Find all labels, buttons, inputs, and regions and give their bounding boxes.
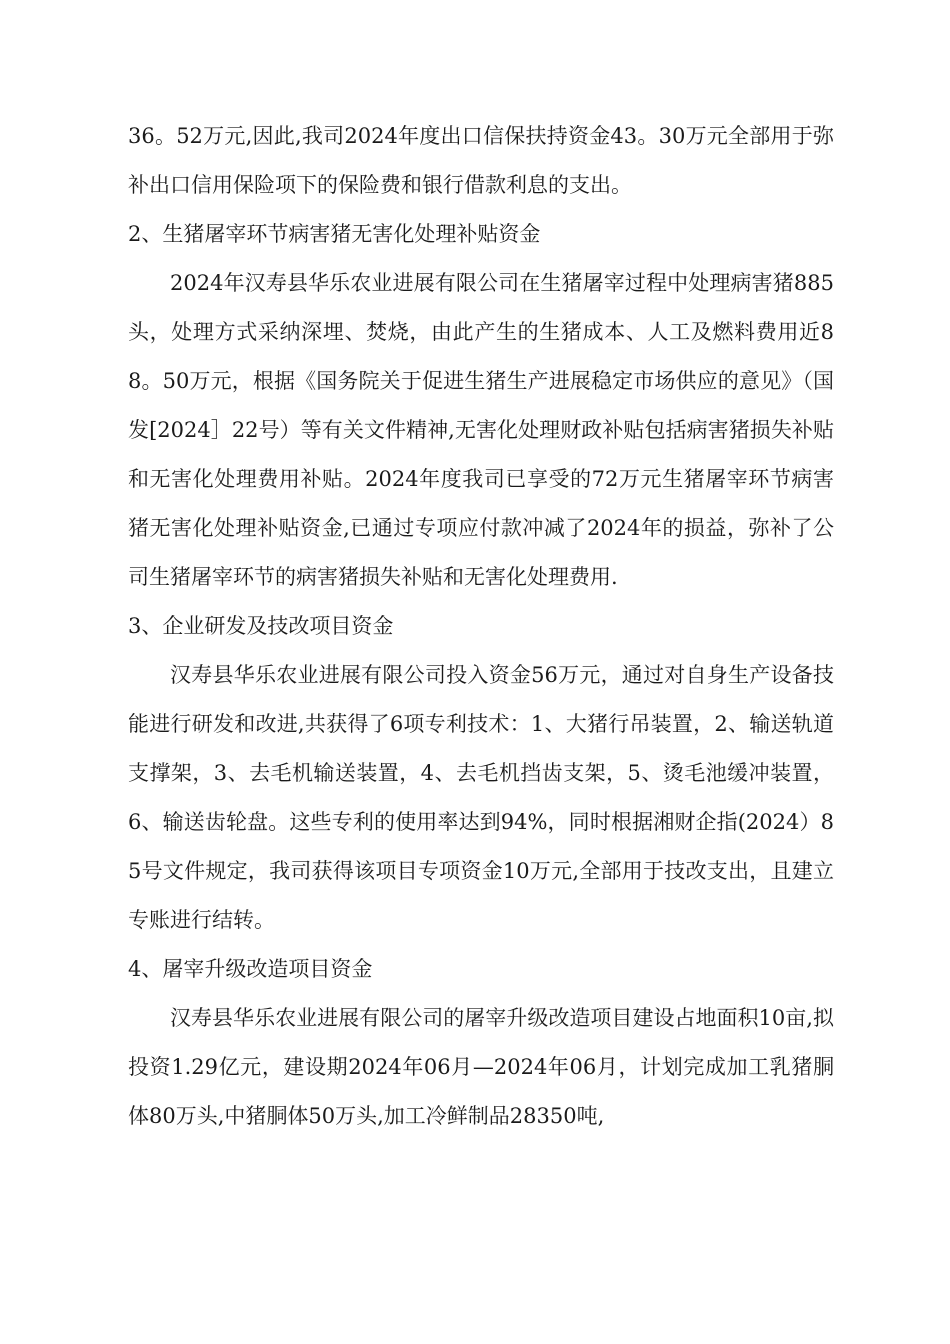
paragraph-disease-pig-subsidy: 2024年汉寿县华乐农业进展有限公司在生猪屠宰过程中处理病害猪885头，处理方式采纳深埋、焚烧，由此产生的生猪成本、人工及燃料费用近88。50万元，根据《国务院关于促进生猪生产进展稳定市场供应的意见》（国发[2024］22号）等有关文件精神,无害化处理财政补贴包括病害猪损失补贴和无害化处理费用补贴。2024年度我司已享受的72万元生猪屠宰环节病害猪无害化处理补贴资金,已通过专项应付款冲减了2024年的损益，弥补了公司生猪屠宰环节的病害猪损失补贴和无害化处理费用. [128, 271, 834, 589]
section-heading-disease-pig-subsidy: 2、生猪屠宰环节病害猪无害化处理补贴资金 [128, 222, 541, 246]
section-heading-slaughter-upgrade: 4、屠宰升级改造项目资金 [128, 957, 373, 981]
paragraph-rd-funds: 汉寿县华乐农业进展有限公司投入资金56万元，通过对自身生产设备技能进行研发和改进,共获得了6项专利技术：1、大猪行吊装置，2、输送轨道支撑架，3、去毛机输送装置，4、去毛机挡齿支架，5、烫毛池缓冲装置，6、输送齿轮盘。这些专利的使用率达到94%，同时根据湘财企指(2024）85号文件规定，我司获得该项目专项资金10万元,全部用于技改支出，且建立专账进行结转。 [128, 663, 834, 932]
section-heading-rd-funds: 3、企业研发及技改项目资金 [128, 614, 394, 638]
paragraph-export-credit-continued: 36。52万元,因此,我司2024年度出口信保扶持资金43。30万元全部用于弥补出口信用保险项下的保险费和银行借款利息的支出。 [128, 124, 834, 197]
paragraph-slaughter-upgrade: 汉寿县华乐农业进展有限公司的屠宰升级改造项目建设占地面积10亩,拟投资1.29亿元，建设期2024年06月—2024年06月，计划完成加工乳猪胴体80万头,中猪胴体50万头,加工冷鲜制品28350吨, [128, 1006, 834, 1128]
document-body [128, 112, 834, 1141]
